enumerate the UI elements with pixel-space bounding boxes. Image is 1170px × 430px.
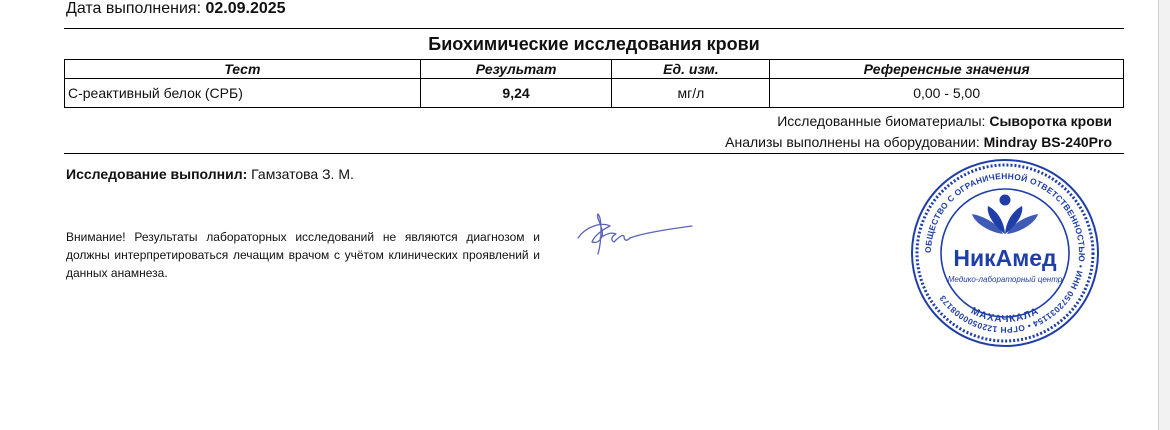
middle-divider — [64, 153, 1124, 154]
performer-label: Исследование выполнил: — [66, 166, 248, 182]
table-row — [65, 79, 1124, 108]
section-title: Биохимические исследования крови — [428, 34, 760, 54]
cell-unit: мг/л — [612, 79, 770, 108]
handwritten-signature-icon — [572, 208, 696, 260]
stamp-leaf-logo-icon — [972, 195, 1038, 235]
organization-stamp-icon — [908, 156, 1102, 350]
cell-reference: 0,00 - 5,00 — [770, 79, 1124, 108]
equipment-line — [725, 134, 1112, 150]
performer-name: Гамзатова З. М. — [251, 166, 354, 182]
biomaterial-label: Исследованные биоматериалы: — [777, 113, 986, 129]
equipment-label: Анализы выполнены на оборудовании: — [725, 134, 980, 150]
execution-date-label: Дата выполнения: — [66, 0, 202, 17]
results-table — [64, 59, 1124, 108]
cell-test-name: С-реактивный белок (СРБ) — [65, 79, 421, 108]
stamp-ring-text: ОБЩЕСТВО С ОГРАНИЧЕННОЙ ОТВЕТСТВЕННОСТЬЮ • ИНН 0572031154 • ОГРН 1220500008173 — [922, 170, 1088, 336]
column-header-reference: Референсные значения — [770, 60, 1124, 79]
equipment-value: Mindray BS-240Pro — [983, 134, 1112, 150]
stamp-city-text: МАХАЧКАЛА — [969, 305, 1041, 326]
column-header-unit: Ед. изм. — [612, 60, 770, 79]
stamp-subtitle: Медико-лабораторный центр — [947, 275, 1063, 284]
column-header-result: Результат — [420, 60, 612, 79]
execution-date-value: 02.09.2025 — [205, 0, 286, 17]
stamp-name: НикАмед — [953, 245, 1057, 271]
column-header-test: Тест — [65, 60, 421, 79]
warning-note: Внимание! Результаты лабораторных исследований не являются диагнозом и должны интерпретироваться лечащим врачом с учётом клинических проявлений и данных анамнеза. — [66, 230, 540, 280]
biomaterial-value: Сыворотка крови — [989, 113, 1112, 129]
cell-result: 9,24 — [420, 79, 612, 108]
table-header-row — [65, 60, 1124, 79]
biomaterial-line — [777, 113, 1112, 129]
performer-line — [66, 166, 354, 182]
execution-date — [66, 0, 286, 18]
top-divider — [64, 28, 1124, 29]
